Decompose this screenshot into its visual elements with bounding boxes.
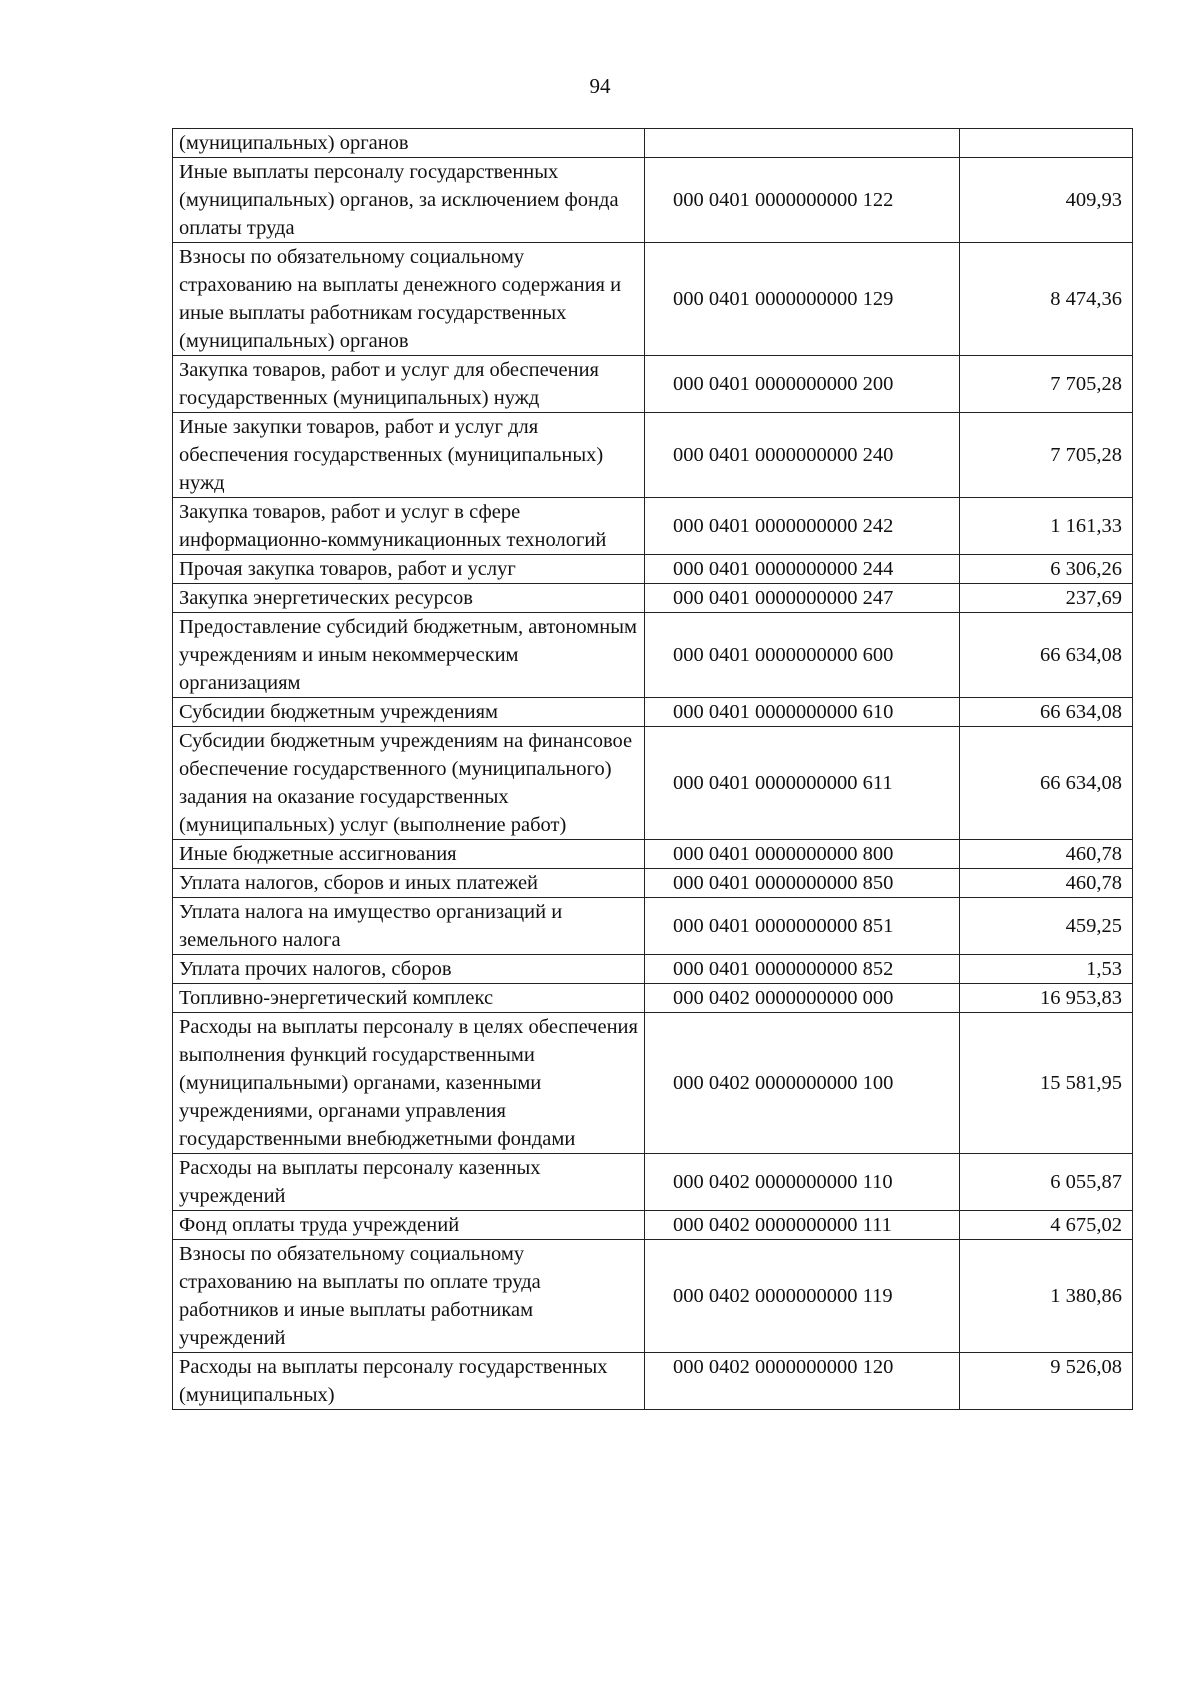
row-name: (муниципальных) органов: [173, 129, 645, 158]
row-code: 000 0402 0000000000 119: [645, 1240, 960, 1353]
row-code: 000 0401 0000000000 800: [645, 840, 960, 869]
row-name: Расходы на выплаты персоналу в целях обеспечения выполнения функций государственными (муниципальными) органами, казенными учреждениями, органами управления государственными внебюджетными фондами: [173, 1013, 645, 1154]
table-row: [173, 984, 1133, 1013]
row-code: 000 0401 0000000000 600: [645, 613, 960, 698]
table-row: [173, 413, 1133, 498]
row-amount: 9 526,08: [960, 1353, 1133, 1410]
row-code: 000 0401 0000000000 852: [645, 955, 960, 984]
row-code: 000 0401 0000000000 122: [645, 158, 960, 243]
row-code: 000 0401 0000000000 129: [645, 243, 960, 356]
row-amount: 460,78: [960, 869, 1133, 898]
row-code: 000 0402 0000000000 110: [645, 1154, 960, 1211]
row-code: 000 0401 0000000000 240: [645, 413, 960, 498]
row-name: Закупка товаров, работ и услуг для обеспечения государственных (муниципальных) нужд: [173, 356, 645, 413]
row-code: 000 0402 0000000000 120: [645, 1353, 960, 1410]
row-amount: 8 474,36: [960, 243, 1133, 356]
row-amount: 1,53: [960, 955, 1133, 984]
row-code: 000 0401 0000000000 244: [645, 555, 960, 584]
budget-table: [172, 128, 1133, 1410]
row-amount: 237,69: [960, 584, 1133, 613]
row-name: Взносы по обязательному социальному страхованию на выплаты по оплате труда работников и иные выплаты работникам учреждений: [173, 1240, 645, 1353]
row-amount: 16 953,83: [960, 984, 1133, 1013]
row-code: 000 0402 0000000000 000: [645, 984, 960, 1013]
row-name: Уплата налогов, сборов и иных платежей: [173, 869, 645, 898]
row-code: 000 0401 0000000000 610: [645, 698, 960, 727]
row-name: Субсидии бюджетным учреждениям на финансовое обеспечение государственного (муниципального) задания на оказание государственных (муниципальных) услуг (выполнение работ): [173, 727, 645, 840]
row-name: Иные закупки товаров, работ и услуг для обеспечения государственных (муниципальных) нужд: [173, 413, 645, 498]
row-name: Уплата прочих налогов, сборов: [173, 955, 645, 984]
row-amount: 460,78: [960, 840, 1133, 869]
row-name: Закупка товаров, работ и услуг в сфере информационно-коммуникационных технологий: [173, 498, 645, 555]
page-number: 94: [589, 74, 611, 98]
row-name: Топливно-энергетический комплекс: [173, 984, 645, 1013]
row-name: Предоставление субсидий бюджетным, автономным учреждениям и иным некоммерческим организациям: [173, 613, 645, 698]
table-row: [173, 555, 1133, 584]
table-row: [173, 1211, 1133, 1240]
row-amount: 7 705,28: [960, 356, 1133, 413]
table-row: [173, 1013, 1133, 1154]
table-row: [173, 158, 1133, 243]
row-code: 000 0402 0000000000 111: [645, 1211, 960, 1240]
table-row: [173, 356, 1133, 413]
table-row: [173, 1240, 1133, 1353]
row-code: 000 0401 0000000000 247: [645, 584, 960, 613]
row-amount: 6 055,87: [960, 1154, 1133, 1211]
table-row: [173, 698, 1133, 727]
table-row: [173, 129, 1133, 158]
row-amount: 409,93: [960, 158, 1133, 243]
row-name: Субсидии бюджетным учреждениям: [173, 698, 645, 727]
row-code: 000 0401 0000000000 850: [645, 869, 960, 898]
row-amount: 459,25: [960, 898, 1133, 955]
table-row: [173, 1154, 1133, 1211]
row-name: Иные бюджетные ассигнования: [173, 840, 645, 869]
table-row: [173, 584, 1133, 613]
row-name: Иные выплаты персоналу государственных (муниципальных) органов, за исключением фонда оплаты труда: [173, 158, 645, 243]
row-code: 000 0401 0000000000 242: [645, 498, 960, 555]
row-amount: [960, 129, 1133, 158]
table-row: [173, 898, 1133, 955]
row-amount: 6 306,26: [960, 555, 1133, 584]
row-amount: 66 634,08: [960, 613, 1133, 698]
table-row: [173, 869, 1133, 898]
row-amount: 66 634,08: [960, 727, 1133, 840]
row-name: Уплата налога на имущество организаций и земельного налога: [173, 898, 645, 955]
row-code: 000 0401 0000000000 611: [645, 727, 960, 840]
table-row: [173, 1353, 1133, 1410]
row-name: Расходы на выплаты персоналу казенных учреждений: [173, 1154, 645, 1211]
row-name: Фонд оплаты труда учреждений: [173, 1211, 645, 1240]
row-name: Закупка энергетических ресурсов: [173, 584, 645, 613]
table-row: [173, 498, 1133, 555]
row-code: [645, 129, 960, 158]
row-amount: 66 634,08: [960, 698, 1133, 727]
row-amount: 1 380,86: [960, 1240, 1133, 1353]
table-row: [173, 613, 1133, 698]
row-name: Расходы на выплаты персоналу государственных (муниципальных): [173, 1353, 645, 1410]
row-name: Взносы по обязательному социальному страхованию на выплаты денежного содержания и иные выплаты работникам государственных (муниципальных) органов: [173, 243, 645, 356]
table-row: [173, 243, 1133, 356]
row-code: 000 0401 0000000000 851: [645, 898, 960, 955]
row-amount: 7 705,28: [960, 413, 1133, 498]
row-name: Прочая закупка товаров, работ и услуг: [173, 555, 645, 584]
row-amount: 15 581,95: [960, 1013, 1133, 1154]
row-amount: 1 161,33: [960, 498, 1133, 555]
row-code: 000 0402 0000000000 100: [645, 1013, 960, 1154]
table-row: [173, 727, 1133, 840]
row-code: 000 0401 0000000000 200: [645, 356, 960, 413]
table-row: [173, 840, 1133, 869]
table-row: [173, 955, 1133, 984]
row-amount: 4 675,02: [960, 1211, 1133, 1240]
